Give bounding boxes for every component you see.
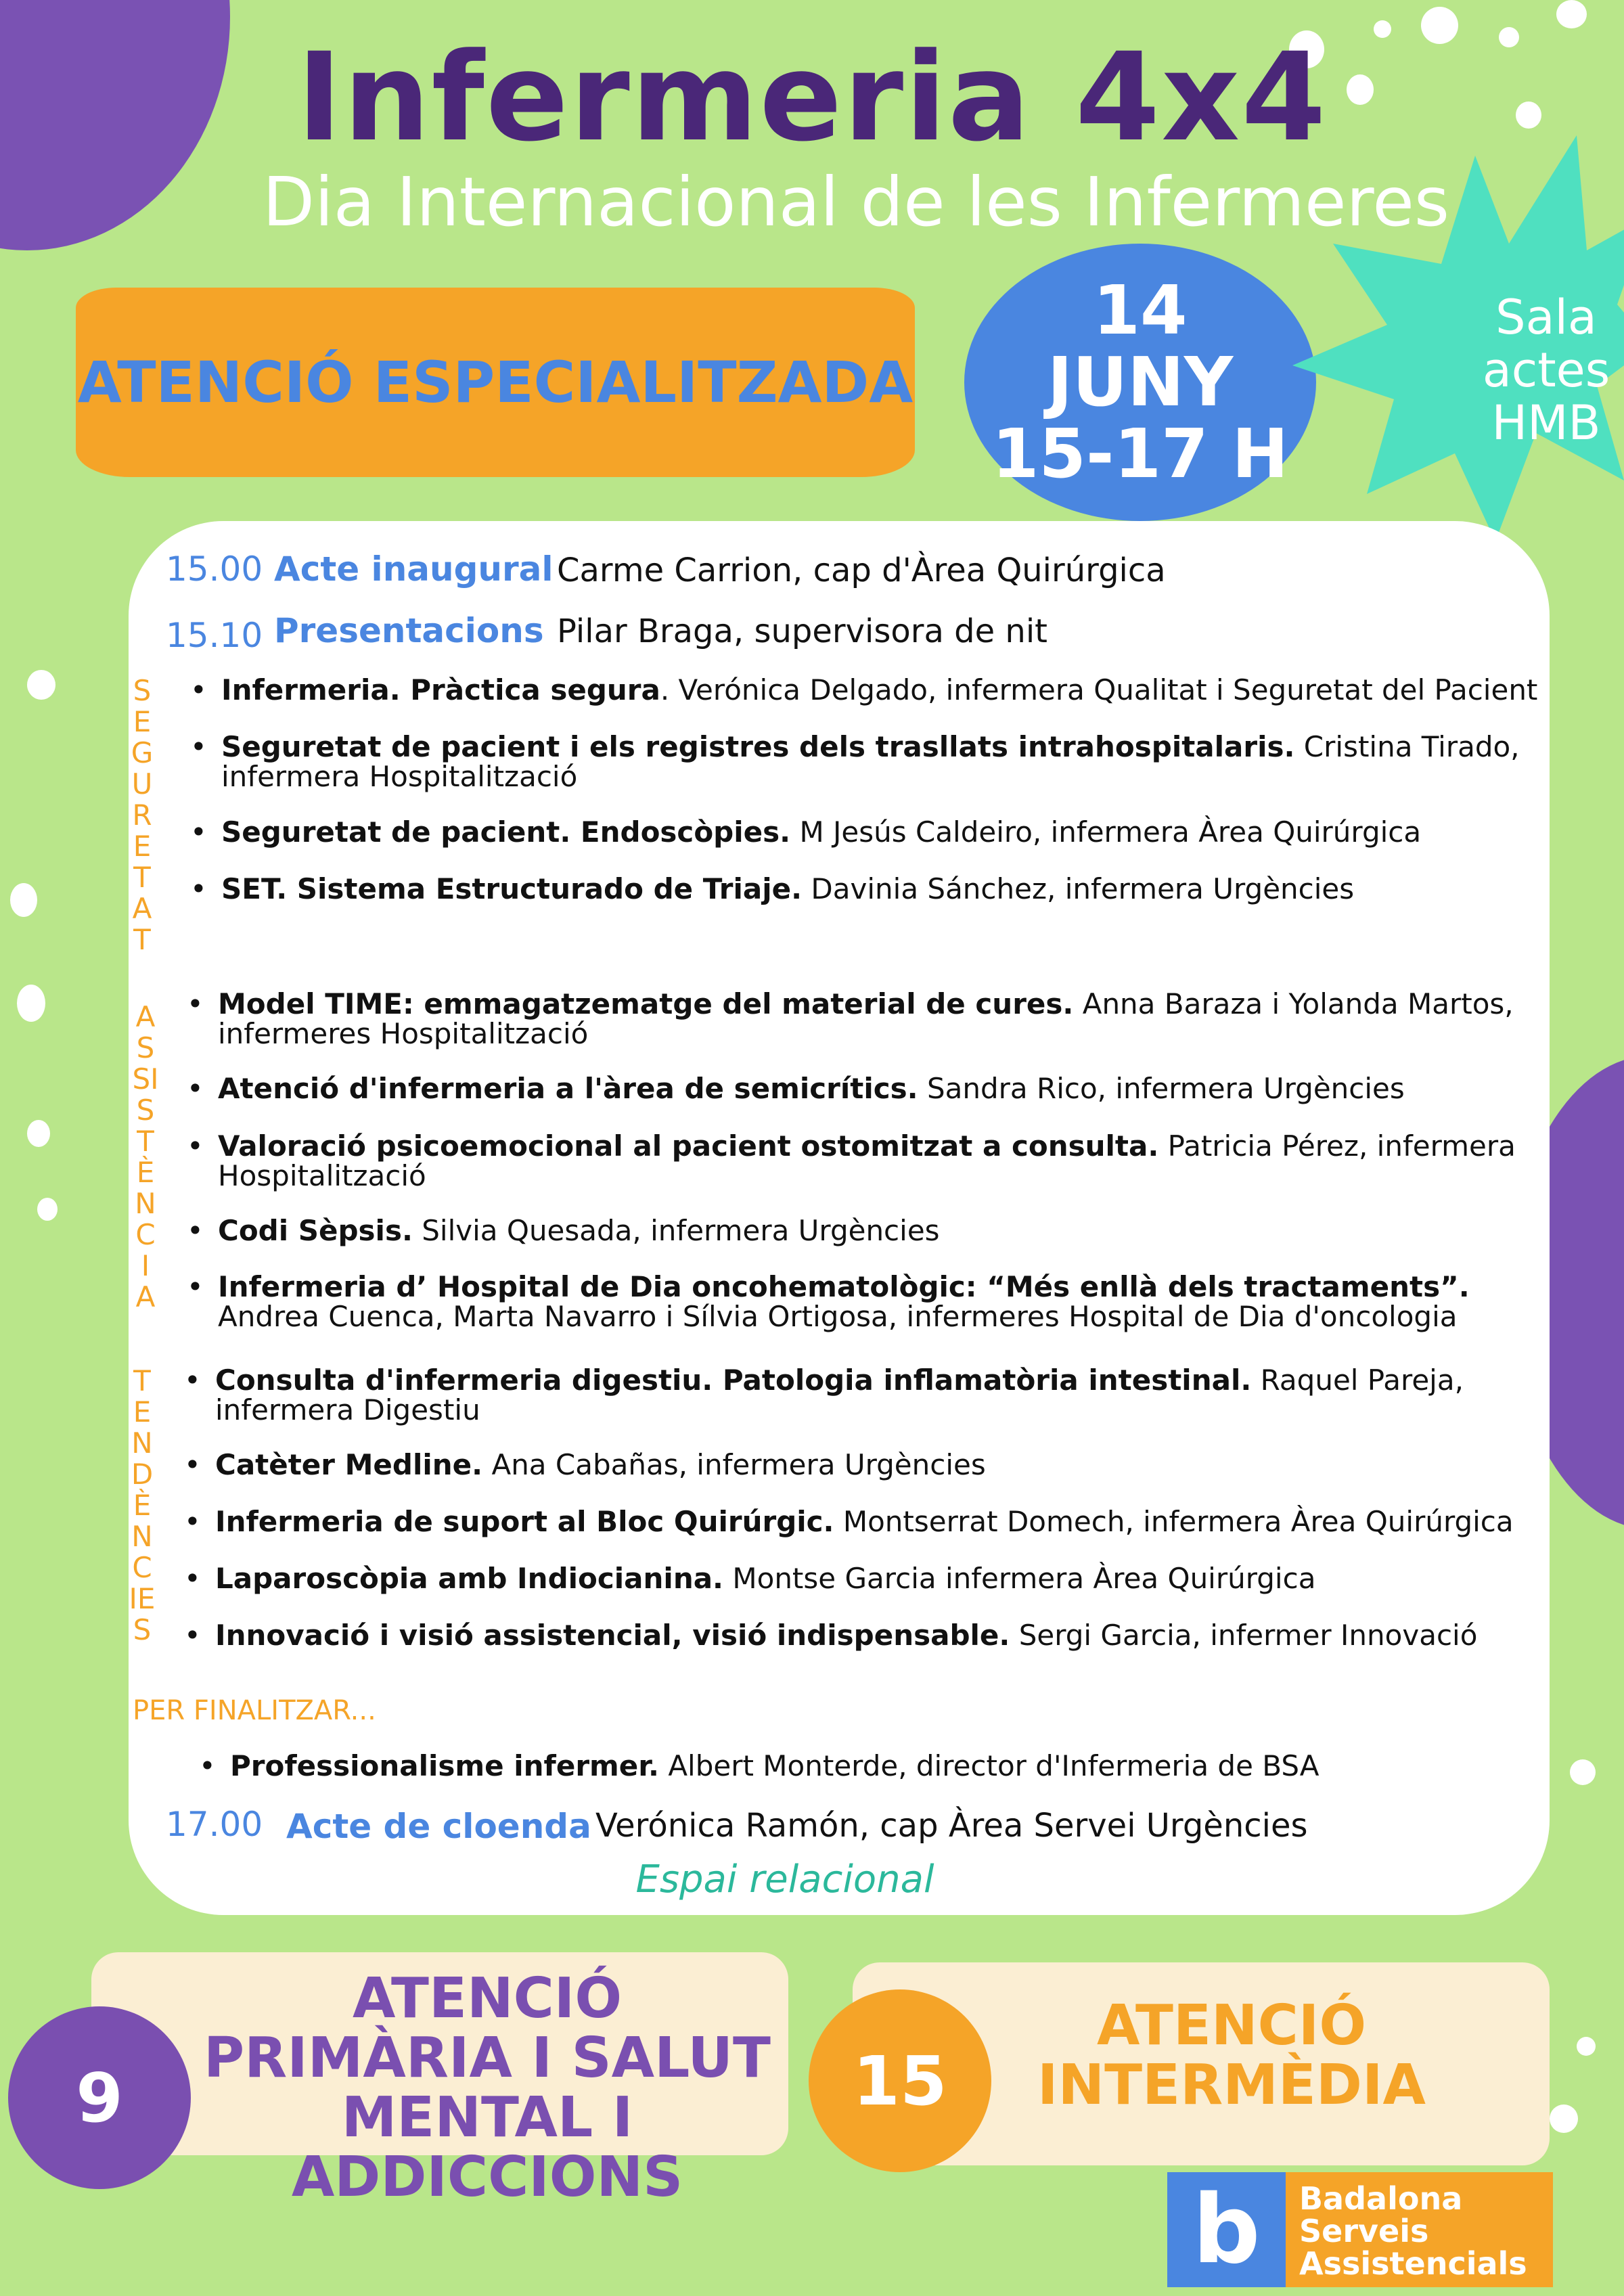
day-15-badge: 15 bbox=[809, 1989, 991, 2172]
page-title: Infermeria 4x4 bbox=[296, 27, 1328, 168]
page-subtitle: Dia Internacional de les Infermeres bbox=[262, 162, 1450, 242]
dot-decoration bbox=[27, 1120, 50, 1147]
relational-space-label: Espai relacional bbox=[635, 1858, 934, 1901]
list-item: • Valoració psicoemocional al pacient ostomitzat a consulta. Patricia Pérez, infermera Hospitalització bbox=[187, 1129, 1516, 1192]
list-item: • Professionalisme infermer. Albert Monterde, director d'Infermeria de BSA bbox=[199, 1749, 1320, 1782]
dot-decoration bbox=[10, 883, 37, 917]
dot-decoration bbox=[37, 1198, 58, 1221]
list-item: • Infermeria de suport al Bloc Quirúrgic. Montserrat Domech, infermera Àrea Quirúrgica bbox=[184, 1505, 1514, 1538]
dot-decoration bbox=[27, 670, 55, 700]
list-item: • Seguretat de pacient i els registres dels trasllats intrahospitalaris. Cristina Tirado, infermera Hospitalització bbox=[190, 730, 1520, 793]
date-day: 14 bbox=[1093, 271, 1188, 350]
list-item: • SET. Sistema Estructurado de Triaje. Davinia Sánchez, infermera Urgències bbox=[190, 872, 1355, 905]
list-item: • Catèter Medline. Ana Cabañas, infermera Urgències bbox=[184, 1448, 986, 1481]
list-item: • Model TIME: emmagatzematge del material de cures. Anna Baraza i Yolanda Martos, infermeres Hospitalització bbox=[187, 987, 1514, 1050]
list-item: • Infermeria d’ Hospital de Dia oncohematològic: “Més enllà dels tractaments”. Andrea Cuenca, Marta Navarro i Sílvia Ortigosa, infermeres Hospital de Dia d'oncologia bbox=[187, 1270, 1470, 1333]
list-item: • Laparoscòpia amb Indiocianina. Montse Garcia infermera Àrea Quirúrgica bbox=[184, 1562, 1316, 1595]
intermediate-care-label: ATENCIÓ INTERMÈDIA bbox=[1037, 1994, 1426, 2117]
date-hours: 15-17 H bbox=[991, 414, 1289, 493]
date-month: JUNY bbox=[1047, 342, 1234, 422]
specialty-label: ATENCIÓ ESPECIALITZADA bbox=[77, 349, 914, 415]
bsa-logo-text: Badalona Serveis Assistencials bbox=[1299, 2180, 1527, 2282]
list-item: • Innovació i visió assistencial, visió indispensable. Sergi Garcia, infermer Innovació bbox=[184, 1619, 1478, 1652]
section-label-assistencia: ASSISTÈNCIA bbox=[132, 1000, 159, 1313]
closing-time: 17.00 bbox=[166, 1805, 263, 1844]
dot-decoration bbox=[17, 985, 45, 1022]
date-badge bbox=[964, 244, 1316, 521]
closing-title: Acte de cloenda bbox=[286, 1807, 591, 1846]
list-item: • Atenció d'infermeria a l'àrea de semicrítics. Sandra Rico, infermera Urgències bbox=[187, 1072, 1405, 1105]
specialty-banner bbox=[76, 288, 915, 477]
opening-title: Acte inaugural bbox=[274, 549, 554, 589]
day-9-badge: 9 bbox=[8, 2006, 191, 2189]
closing-speaker: Verónica Ramón, cap Àrea Servei Urgències bbox=[595, 1807, 1308, 1845]
dot-decoration bbox=[1577, 2037, 1596, 2056]
primary-care-label: ATENCIÓ PRIMÀRIA I SALUT MENTAL I ADDICCIONS bbox=[204, 1966, 771, 2209]
presentations-time: 15.10 bbox=[166, 616, 263, 655]
opening-speaker: Carme Carrion, cap d'Àrea Quirúrgica bbox=[557, 552, 1166, 589]
list-item: • Codi Sèpsis. Silvia Quesada, infermera Urgències bbox=[187, 1214, 940, 1247]
presentations-speaker: Pilar Braga, supervisora de nit bbox=[557, 612, 1047, 650]
section-label-tendencies: TENDÈNCIES bbox=[129, 1364, 156, 1646]
bsa-logo-mark-icon: b bbox=[1167, 2172, 1286, 2287]
finalize-label: PER FINALITZAR... bbox=[133, 1695, 376, 1726]
list-item: • Seguretat de pacient. Endoscòpies. M Jesús Caldeiro, infermera Àrea Quirúrgica bbox=[190, 815, 1422, 849]
list-item: • Infermeria. Pràctica segura. Verónica Delgado, infermera Qualitat i Seguretat del Pacient bbox=[190, 673, 1538, 706]
list-item: • Consulta d'infermeria digestiu. Patologia inflamatòria intestinal. Raquel Pareja, infermera Digestiu bbox=[184, 1364, 1464, 1426]
section-label-seguretat: SEGURETAT bbox=[131, 674, 154, 956]
opening-time: 15.00 bbox=[166, 549, 263, 589]
presentations-title: Presentacions bbox=[274, 611, 544, 650]
venue-label: Sala actes HMB bbox=[1482, 290, 1610, 451]
dot-decoration bbox=[1570, 1759, 1596, 1785]
dot-decoration bbox=[1556, 0, 1587, 28]
dot-decoration bbox=[1550, 2104, 1578, 2133]
